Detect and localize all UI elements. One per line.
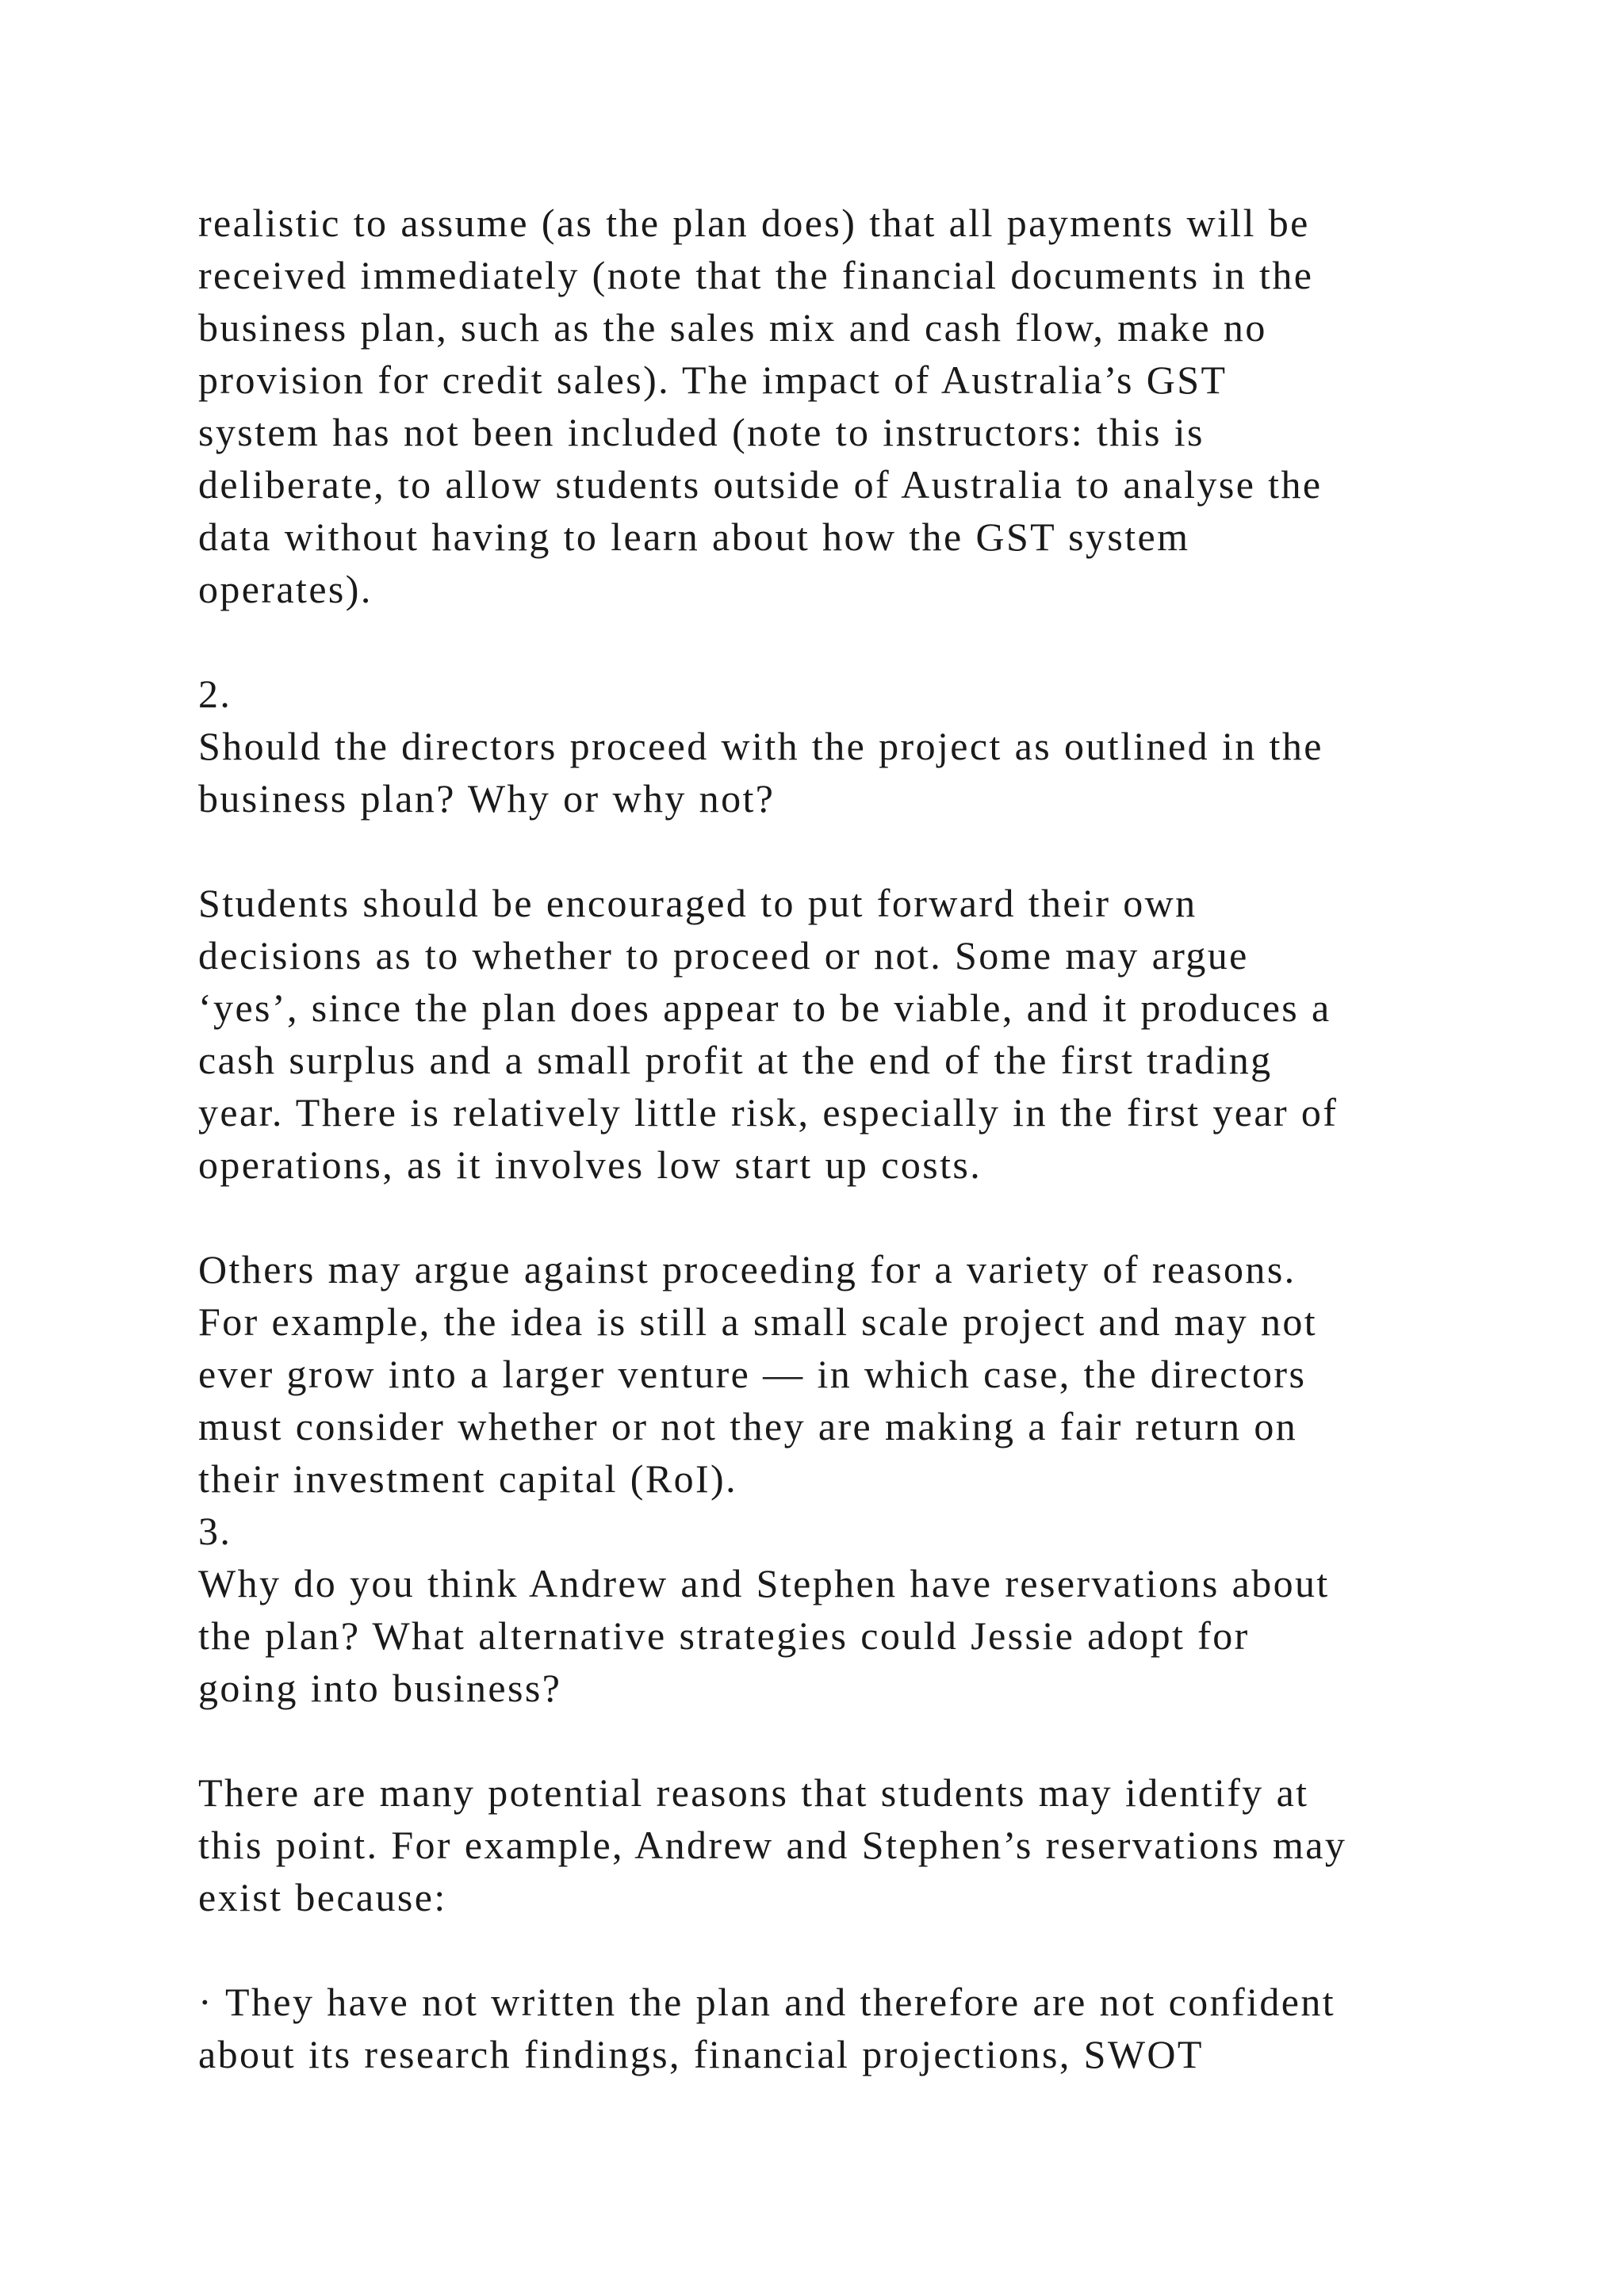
text-line: year. There is relatively little risk, especially in the first year of <box>198 1090 1339 1135</box>
text-line: Students should be encouraged to put forward their own <box>198 881 1197 925</box>
text-line: exist because: <box>198 1875 447 1919</box>
text-line: must consider whether or not they are making a fair return on <box>198 1404 1298 1448</box>
question-text: business plan? Why or why not? <box>198 776 776 821</box>
text-line: operations, as it involves low start up costs. <box>198 1142 982 1187</box>
blank-line <box>198 615 1546 668</box>
text-line: provision for credit sales). The impact of Australia’s GST <box>198 358 1228 402</box>
text-line: data without having to learn about how the GST system <box>198 515 1190 559</box>
blank-line <box>198 1191 1546 1243</box>
text-line: business plan, such as the sales mix and cash flow, make no <box>198 305 1267 350</box>
text-line: Others may argue against proceeding for a variety of reasons. <box>198 1247 1297 1292</box>
bullet-item: · They have not written the plan and therefore are not confident <box>198 1980 1336 2024</box>
question-number: 2. <box>198 672 232 716</box>
text-line: operates). <box>198 567 373 611</box>
text-line: realistic to assume (as the plan does) that all payments will be <box>198 201 1310 245</box>
blank-line <box>198 1923 1546 1976</box>
document-body <box>198 197 1546 2080</box>
text-line: There are many potential reasons that students may identify at <box>198 1770 1309 1815</box>
question-text: Why do you think Andrew and Stephen have reservations about <box>198 1561 1330 1605</box>
text-line: received immediately (note that the financial documents in the <box>198 253 1314 297</box>
text-line: For example, the idea is still a small scale project and may not <box>198 1299 1318 1344</box>
text-line: deliberate, to allow students outside of Australia to analyse the <box>198 462 1323 507</box>
blank-line <box>198 825 1546 877</box>
text-line: decisions as to whether to proceed or not. Some may argue <box>198 933 1249 978</box>
text-line: about its research findings, financial projections, SWOT <box>198 2032 1204 2076</box>
question-text: the plan? What alternative strategies could Jessie adopt for <box>198 1613 1250 1658</box>
question-number: 3. <box>198 1509 232 1553</box>
text-line: ever grow into a larger venture — in which case, the directors <box>198 1352 1307 1396</box>
text-line: cash surplus and a small profit at the end of the first trading <box>198 1038 1273 1082</box>
text-line: system has not been included (note to instructors: this is <box>198 410 1205 454</box>
question-text: going into business? <box>198 1666 562 1710</box>
text-line: this point. For example, Andrew and Stephen’s reservations may <box>198 1823 1347 1867</box>
question-text: Should the directors proceed with the project as outlined in the <box>198 724 1323 768</box>
blank-line <box>198 1714 1546 1766</box>
text-line: ‘yes’, since the plan does appear to be viable, and it produces a <box>198 985 1331 1030</box>
text-line: their investment capital (RoI). <box>198 1456 737 1501</box>
